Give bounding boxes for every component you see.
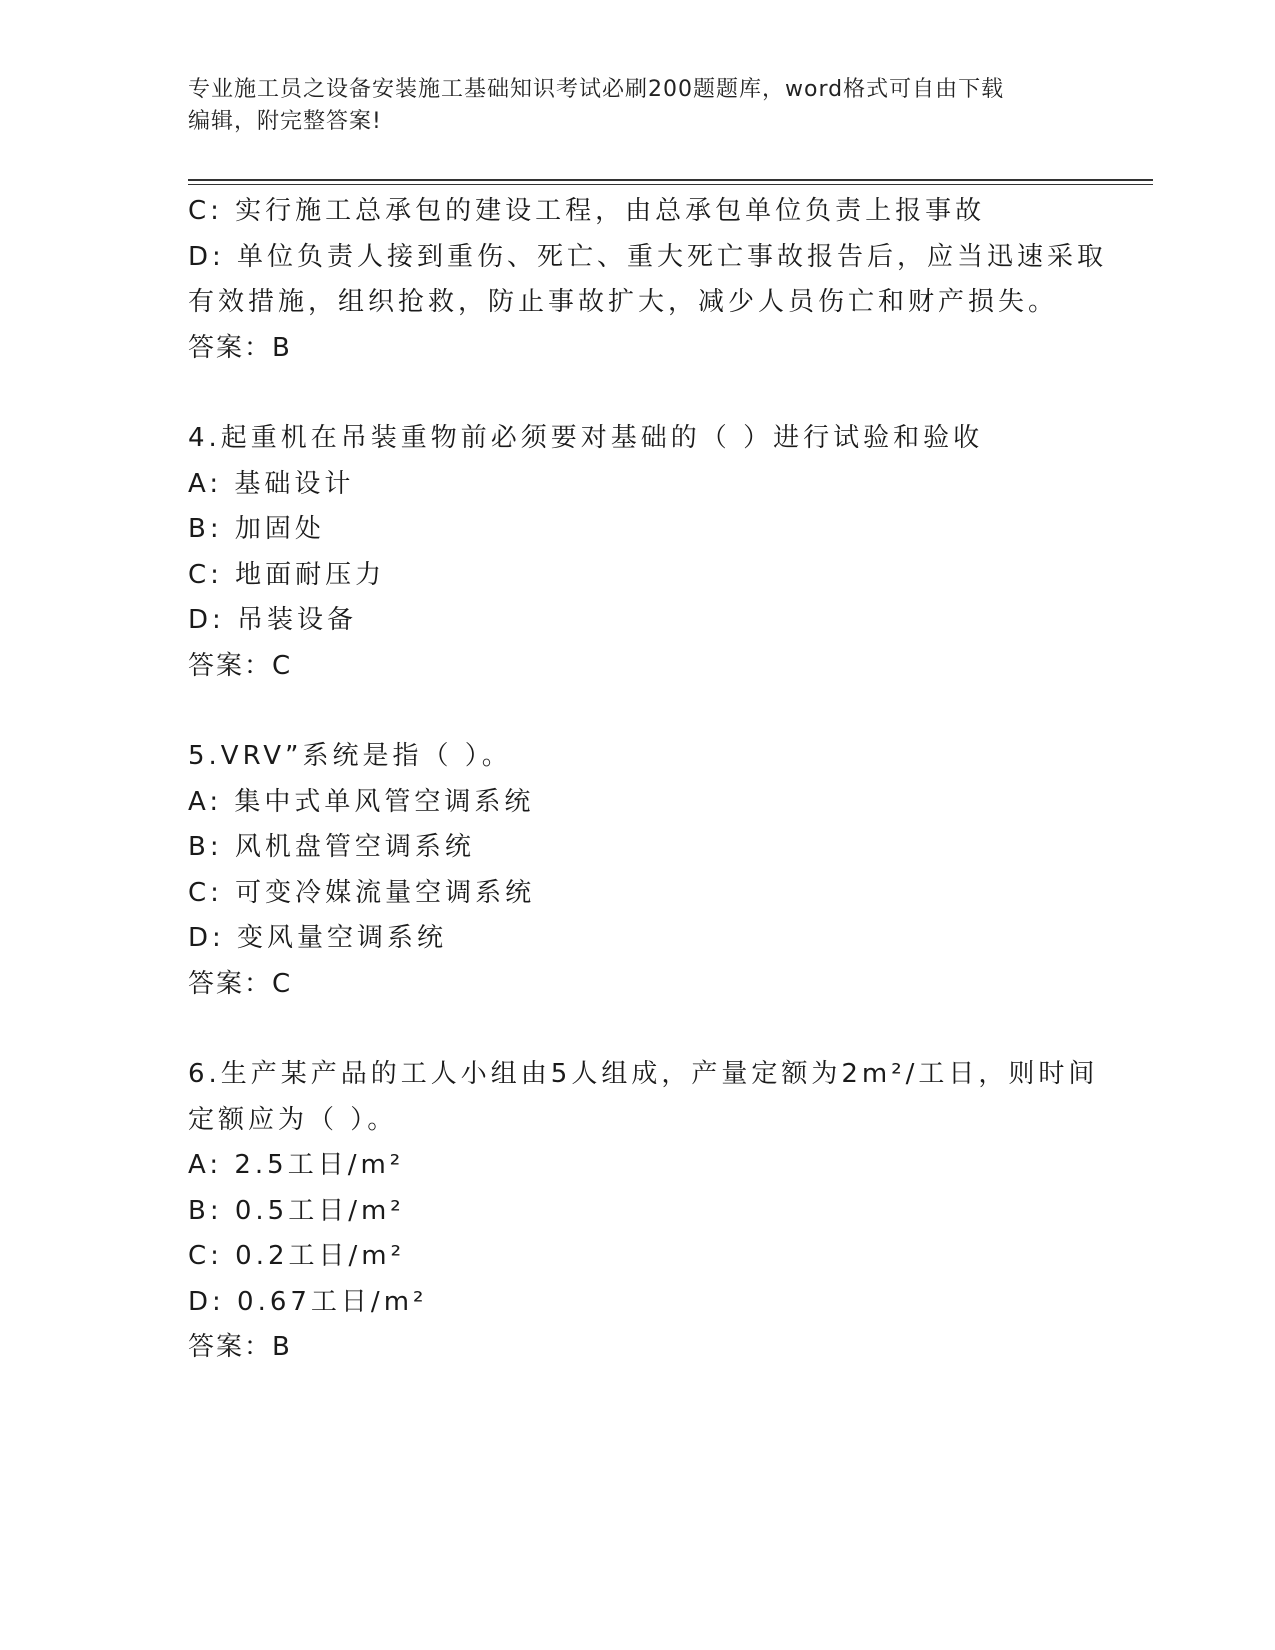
question-4	[188, 416, 1088, 689]
answer: 答案：B	[188, 1332, 292, 1362]
option-d-line-1: D: 单位负责人接到重伤、死亡、重大死亡事故报告后，应当迅速采取	[188, 241, 1108, 272]
option-a: A: 集中式单风管空调系统	[188, 786, 535, 817]
spacer	[188, 371, 1088, 416]
option-b: B: 风机盘管空调系统	[188, 832, 475, 862]
header-divider-thin	[188, 184, 1153, 185]
option-a: A: 基础设计	[188, 468, 355, 499]
option-c: C: 地面耐压力	[188, 559, 386, 590]
answer: 答案：C	[188, 968, 293, 999]
question-stem: 5.VRV”系统是指（ ）。	[188, 741, 512, 771]
option-c: C: 实行施工总承包的建设工程，由总承包单位负责上报事故	[188, 196, 986, 226]
option-c: C: 0.2工日/m²	[188, 1241, 406, 1271]
header-divider-thick	[188, 179, 1153, 181]
option-b: B: 0.5工日/m²	[188, 1195, 405, 1226]
question-3-continued	[188, 189, 1108, 371]
header-title-line-2: 编辑，附完整答案!	[188, 109, 382, 134]
option-d-line-2: 有效措施，组织抢救，防止事故扩大，减少人员伤亡和财产损失。	[188, 287, 1059, 317]
question-stem-line-1: 6.生产某产品的工人小组由5人组成，产量定额为2m²/工日，则时间	[188, 1059, 1099, 1089]
question-6	[188, 1052, 1099, 1371]
answer: 答案：C	[188, 650, 293, 681]
option-c: C: 可变冷媒流量空调系统	[188, 877, 536, 908]
option-d: D: 0.67工日/m²	[188, 1286, 428, 1317]
spacer	[188, 689, 1088, 734]
spacer	[188, 1007, 1088, 1052]
option-b: B: 加固处	[188, 514, 325, 544]
header-title-line-1: 专业施工员之设备安装施工基础知识考试必刷200题题库，word格式可自由下载	[188, 77, 1005, 102]
question-stem: 4.起重机在吊装重物前必须要对基础的（ ）进行试验和验收	[188, 423, 984, 453]
option-d: D: 变风量空调系统	[188, 923, 448, 953]
option-d: D: 吊装设备	[188, 605, 358, 635]
document-body	[188, 189, 1108, 1371]
question-5	[188, 734, 1088, 1007]
option-a: A: 2.5工日/m²	[188, 1150, 405, 1180]
answer: 答案：B	[188, 332, 292, 363]
question-stem-line-2: 定额应为（ ）。	[188, 1104, 398, 1135]
document-header	[188, 74, 1088, 138]
